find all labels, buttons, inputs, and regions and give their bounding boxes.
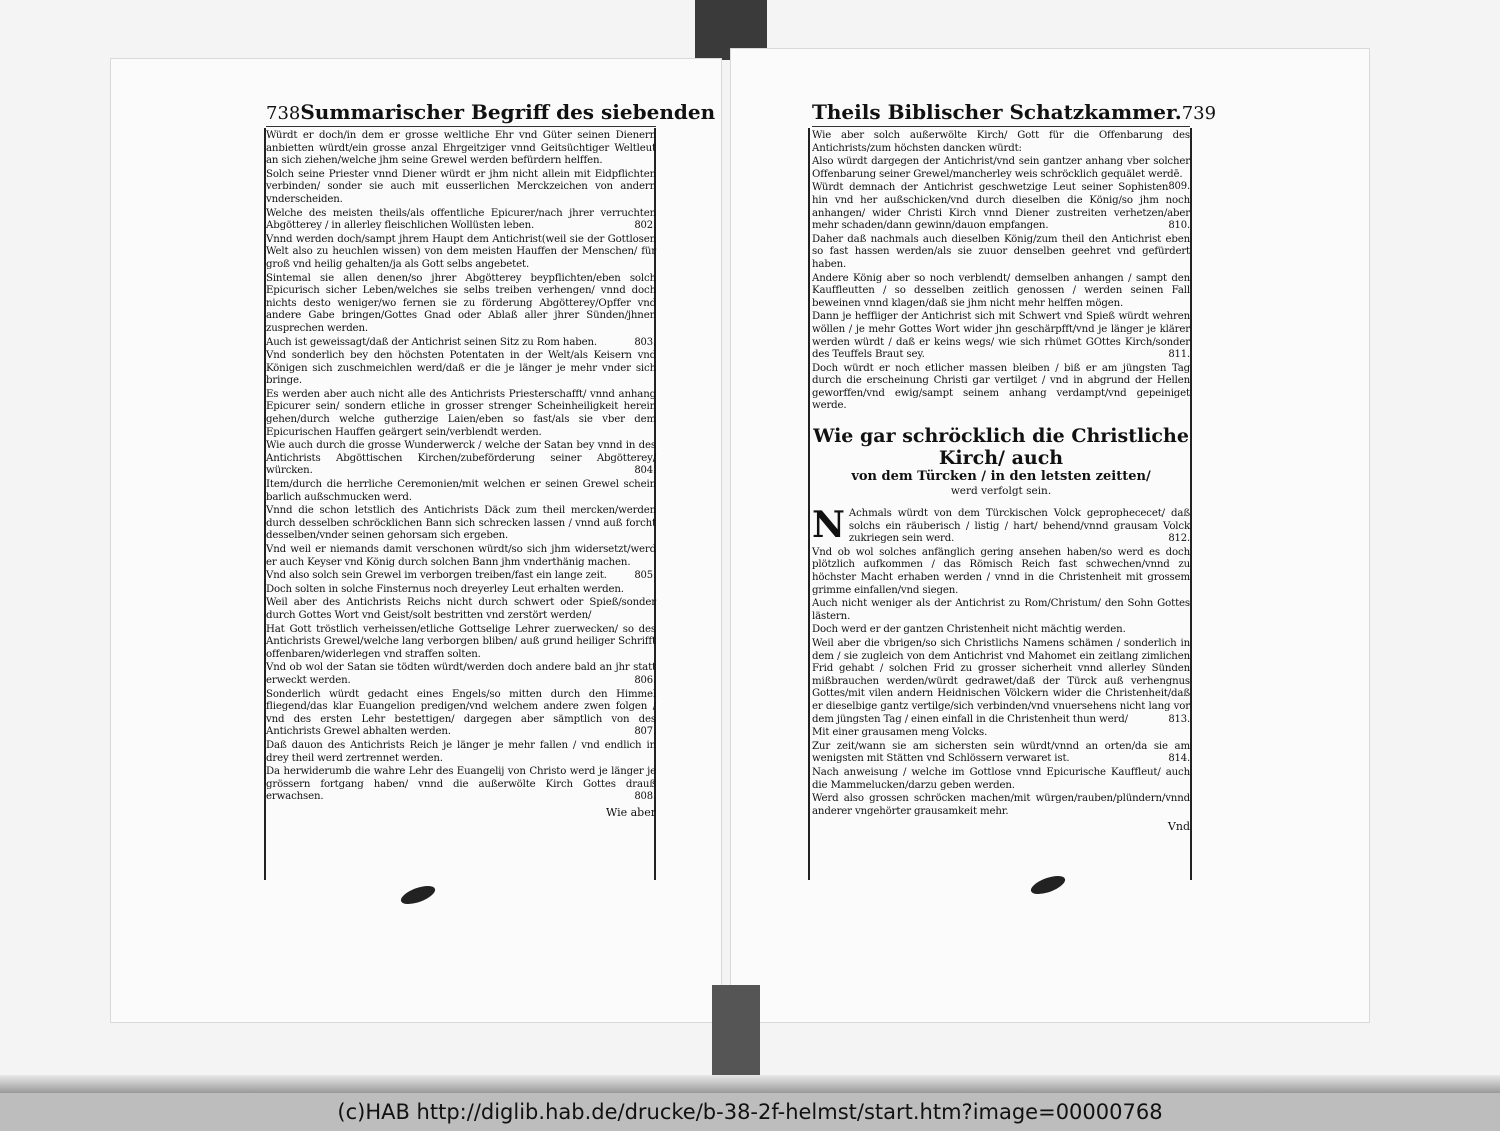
paragraph xyxy=(812,130,1190,155)
paragraph-text: Mit einer grausamen meng Volcks. xyxy=(812,727,988,739)
scan-bottom-edge xyxy=(0,1075,1500,1093)
right-catchword: Vnd xyxy=(1167,820,1190,834)
paragraph-reference-number: 809. xyxy=(1168,181,1190,193)
left-text-column xyxy=(266,100,716,819)
right-page-number: 739 xyxy=(1181,103,1217,124)
paragraph-text: Würdt demnach der Antichrist geschwetzige Leut seiner Sophisten hin vnd her außschicken/vnd durch dieselben die König/so jhm noch anhangen/ wider Christi Kirch vnnd Diener zustreiten verhetzen/aber mehr schaden/dann gewinn/dauon empfangen. xyxy=(812,182,1190,232)
paragraph xyxy=(266,350,656,388)
paragraph-reference-number: 806. xyxy=(634,674,656,686)
paragraph xyxy=(812,311,1190,361)
paragraph-text: Sonderlich würdt gedacht eines Engels/so mitten durch den Himmel fliegend/das klar Euangelion predigen/vnd welchem andere zwen folgen / vnd des ersten Lehr bestettigen/ dargegen aber sämptlich von des Antichrists Grewel abhalten werden. xyxy=(266,688,656,738)
paragraph xyxy=(266,479,656,504)
paragraph xyxy=(812,182,1190,232)
paragraph-text: Vnd sonderlich bey den höchsten Potentaten in der Welt/als Keisern vnd Königen sich zuschmeichlen werd/daß er die je länger je mehr vnder sich bringe. xyxy=(266,350,656,387)
left-running-title: Summarischer Begriff des siebenden xyxy=(300,100,716,124)
paragraph-text: Doch würdt er noch etlicher massen bleiben / biß er am jüngsten Tag durch die erscheinung Christi gar vertilget / vnd in abgrund der Hellen geworffen/vnd ewig/sampt seinem anhang verdampt/vnd gepeiniget werde. xyxy=(812,362,1190,412)
paragraph xyxy=(812,547,1190,597)
paragraph xyxy=(812,156,1190,193)
paragraph-text: Vnd ob wol der Satan sie tödten würdt/werden doch andere bald an jhr statt erweckt werden. xyxy=(266,662,656,686)
left-page-number: 738 xyxy=(266,103,301,124)
right-paragraphs xyxy=(812,130,1190,413)
paragraph-text: Auch nicht weniger als der Antichrist zu Rom/Christum/ den Sohn Gottes lästern. xyxy=(812,598,1190,622)
paragraph-text: Vnd ob wol solches anfänglich gering ansehen haben/so werd es doch plötzlich aufkommen / das Römisch Reich fast schwechen/vnnd zu höchster Macht erhaben werden / vnnd in die Christenheit mit grossem grimme einfallen/vnd siegen. xyxy=(812,546,1190,596)
paragraph-text: Vnd also solch sein Grewel im verborgen treiben/fast ein lange zeit. xyxy=(266,570,607,582)
paragraph xyxy=(812,504,1190,547)
paragraph xyxy=(266,584,656,597)
paragraph xyxy=(266,389,656,439)
paragraph-text: Vnnd die schon letstlich des Antichrists Däck zum theil mercken/werden durch desselben schröcklichen Bann sich schrecken lassen / vnnd auß forcht desselben/vnder seinen gehorsam sich ergeben. xyxy=(266,505,656,542)
paragraph-text: Item/durch die herrliche Ceremonien/mit welchen er seinen Grewel schein barlich außschmucken werd. xyxy=(266,479,656,503)
paragraph-text: Also würdt dargegen der Antichrist/vnd sein gantzer anhang vber solcher Offenbarung seiner Grewel/mancherley weis schröcklich gequälet werdē. xyxy=(812,156,1190,180)
paragraph-reference-number: 811. xyxy=(1168,349,1190,361)
paragraph-text: Vnnd werden doch/sampt jhrem Haupt dem Antichrist(weil sie der Gottlosen Welt also zu heuchlen wissen) von dem meisten Hauffen der Menschen/ für groß vnd heilig gehalten/ja als Gott selbs angebetet. xyxy=(266,233,656,270)
left-catchword: Wie aber xyxy=(605,805,656,819)
book-spine-bottom xyxy=(712,985,760,1080)
paragraph-text: Welche des meisten theils/als offentliche Epicurer/nach jhrer verruchten Abgötterey / in allerley fleischlichen Wollüsten leben. xyxy=(266,207,656,232)
paragraph-reference-number: 805. xyxy=(634,570,656,582)
paragraph-reference-number: 808. xyxy=(634,791,656,803)
paragraph-text: Werd also grossen schröcken machen/mit würgen/rauben/plündern/vnnd anderer vngehörter grausamkeit mehr. xyxy=(812,793,1190,817)
paragraph-text: Wie auch durch die grosse Wunderwerck / welche der Satan bey vnnd in des Antichrists Abgöttischen Kirchen/zubeförderung seiner Abgötterey/ würcken. xyxy=(266,440,656,477)
paragraph-reference-number: 807. xyxy=(634,726,656,738)
paragraph xyxy=(812,273,1190,311)
paragraph xyxy=(812,767,1190,792)
right-paragraphs-2 xyxy=(812,504,1190,818)
paragraph-text: Doch solten in solche Finsternus noch dreyerley Leut erhalten werden. xyxy=(266,583,624,595)
paragraph-text: Sintemal sie allen denen/so jhrer Abgötterey beypflichten/eben solch Epicurisch sicher Leben/welches sie selbs treiben verhengen/ vnnd doch nichts desto weniger/wo fernen sie zu förderung Abgötterey/Opffer vnd andere Gabe bringen/Gottes Gnad oder Ablaß aller jhrer Sünden/jhnen zusprechen werden. xyxy=(266,272,656,334)
paragraph-text: Wie aber solch außerwölte Kirch/ Gott für die Offenbarung des Antichrists/zum höchsten dancken würdt: xyxy=(812,130,1190,154)
paragraph-text: Solch seine Priester vnnd Diener würdt er jhm nicht allein mit Eidpflichten verbinden/ sonder sie auch mit eusserlichen Merckzeichen von andern vnderscheiden. xyxy=(266,168,656,205)
paragraph-text: Andere König aber so noch verblendt/ demselben anhangen / sampt den Kauffleutten / so desselben zeitlich genossen / werden seinen Fall beweinen vnnd klagen/daß sie jhm nicht mehr helffen mögen. xyxy=(812,272,1190,309)
paragraph xyxy=(266,234,656,272)
paragraph xyxy=(812,624,1190,637)
right-running-title: Theils Biblischer Schatzkammer. xyxy=(812,100,1182,124)
paragraph-text: Weil aber des Antichrists Reichs nicht durch schwert oder Spieß/sonder durch Gottes Wort vnd Geist/solt bestritten vnd zerstört werden/ xyxy=(266,597,656,621)
paragraph xyxy=(266,130,656,168)
paragraph-reference-number: 812. xyxy=(1168,533,1190,545)
footer-bar xyxy=(0,1093,1500,1131)
paragraph xyxy=(266,440,656,478)
paragraph-text: Würdt er doch/in dem er grosse weltliche Ehr vnd Güter seinen Dienern anbietten würdt/ein grosse anzal Ehrgeitziger vnnd Geitsüchtiger Weltleut an sich ziehen/welche jhm seine Grewel werden befürdern helffen. xyxy=(266,130,656,167)
paragraph xyxy=(266,208,656,233)
paragraph xyxy=(812,727,1190,740)
paragraph-text: Daß dauon des Antichrists Reich je länger je mehr fallen / vnd endlich in drey theil werd zertrennet werden. xyxy=(266,739,656,764)
section-subtitle: von dem Türcken / in den letsten zeitten/ xyxy=(851,469,1151,485)
paragraph xyxy=(812,793,1190,818)
paragraph-text: Daher daß nachmals auch dieselben König/zum theil den Antichrist eben so fast hassen werden/als sie zuuor denselben geehret vnd gefürdert haben. xyxy=(812,233,1190,270)
paragraph xyxy=(812,598,1190,623)
section-title: Wie gar schröcklich die Christliche Kirch/ auch xyxy=(813,425,1189,470)
paragraph-text: Zur zeit/wann sie am sichersten sein würdt/vnnd an orten/da sie am wenigsten mit Stätten vnd Schlössern verwaret ist. xyxy=(812,740,1190,765)
paragraph xyxy=(266,624,656,662)
paragraph xyxy=(266,662,656,687)
paragraph xyxy=(266,337,656,350)
paragraph-text: Doch werd er der gantzen Christenheit nicht mächtig werden. xyxy=(812,624,1126,636)
paragraph-text: Auch ist geweissagt/daß der Antichrist seinen Sitz zu Rom haben. xyxy=(266,336,597,348)
paragraph-reference-number: 804. xyxy=(634,465,656,477)
paragraph xyxy=(266,597,656,622)
paragraph-reference-number: 810. xyxy=(1168,220,1190,232)
paragraph xyxy=(266,740,656,765)
paragraph xyxy=(266,544,656,569)
paragraph xyxy=(266,570,656,583)
paragraph xyxy=(266,505,656,543)
left-paragraphs xyxy=(266,130,656,804)
paragraph-text: Es werden aber auch nicht alle des Antichrists Priesterschafft/ vnnd anhang Epicurer sein/ sondern etliche in grosser strenger Scheinheiligkeit herein gehen/durch welche gutherzige Laien/eben so fast/als sie vber dem Epicurischen Hauffen geärgert sein/verblendt werden. xyxy=(266,388,656,438)
paragraph-text: Nach anweisung / welche im Gottlose vnnd Epicurische Kauffleut/ auch die Mammelucken/darzu geben werden. xyxy=(812,766,1190,791)
paragraph xyxy=(812,363,1190,413)
paragraph-text: Hat Gott tröstlich verheissen/etliche Gottselige Lehrer zuerwecken/ so des Antichrists Grewel/welche lang verborgen bliben/ auß grund heiliger Schrifft offenbaren/widerlegen vnd straffen solten. xyxy=(266,623,656,660)
paragraph xyxy=(812,741,1190,766)
section-subtitle-2: werd verfolgt sein. xyxy=(950,485,1052,498)
paragraph-reference-number: 814. xyxy=(1168,753,1190,765)
paragraph-reference-number: 803. xyxy=(634,336,656,348)
paragraph xyxy=(812,234,1190,272)
paragraph-text: Dann je heffiiger der Antichrist sich mit Schwert vnd Spieß würdt wehren wöllen / je mehr Gottes Wort wider jhn geschärpfft/vnd je länger je klärer werden würdt / daß er keins wegs/ wie sich rhümet GOttes Kirch/sonder des Teuffels Braut sey. xyxy=(812,311,1190,361)
paragraph xyxy=(266,169,656,207)
paragraph-reference-number: 802. xyxy=(634,220,656,232)
right-text-column xyxy=(812,100,1217,834)
paragraph xyxy=(266,689,656,739)
paragraph-text: Da herwiderumb die wahre Lehr des Euangelij von Christo werd je länger je grössern fortgang haben/ vnnd die außerwölte Kirch Gottes drauß erwachsen. xyxy=(266,766,656,803)
drop-capital: N xyxy=(812,504,845,547)
footer-source-text: (c)HAB http://diglib.hab.de/drucke/b-38-2f-helmst/start.htm?image=00000768 xyxy=(337,1100,1163,1124)
paragraph-text: Vnd weil er niemands damit verschonen würdt/so sich jhm widersetzt/werd er auch Keyser vnd König durch solchen Bann jhm vnderthänig machen. xyxy=(266,544,656,568)
right-running-head xyxy=(812,100,1217,127)
right-page-rule xyxy=(808,128,810,880)
right-page-rule-outer xyxy=(1190,128,1192,880)
paragraph-text: Achmals würdt von dem Türckischen Volck geprophececet/ daß solchs ein räuberisch / listig / hart/ behend/vnnd grausam Volck zukriegen sein werd. xyxy=(848,508,1190,545)
paragraph xyxy=(266,766,656,804)
paragraph-text: Weil aber die vbrigen/so sich Christlichs Namens schämen / sonderlich in dem / sie zugleich von dem Antichrist vnd Mahomet ein zeitlang zimlichen Frid gehabt / solchen Frid zu grosser sicherheit vnnd allerley Sünden mißbrauchen werden/würdt gedrawet/daß der Türck auß verhengnus Gottes/mit vilen andern Heidnischen Völckern wider die Christenheit/daß er dieselbige gantz vertilge/sich verbinden/vnd vnuersehens nicht lang vor dem jüngsten Tag / einen einfall in die Christenheit thun werd/ xyxy=(812,638,1190,725)
paragraph xyxy=(266,273,656,336)
left-running-head xyxy=(266,100,716,127)
paragraph-reference-number: 813. xyxy=(1168,713,1190,725)
paragraph xyxy=(812,638,1190,726)
